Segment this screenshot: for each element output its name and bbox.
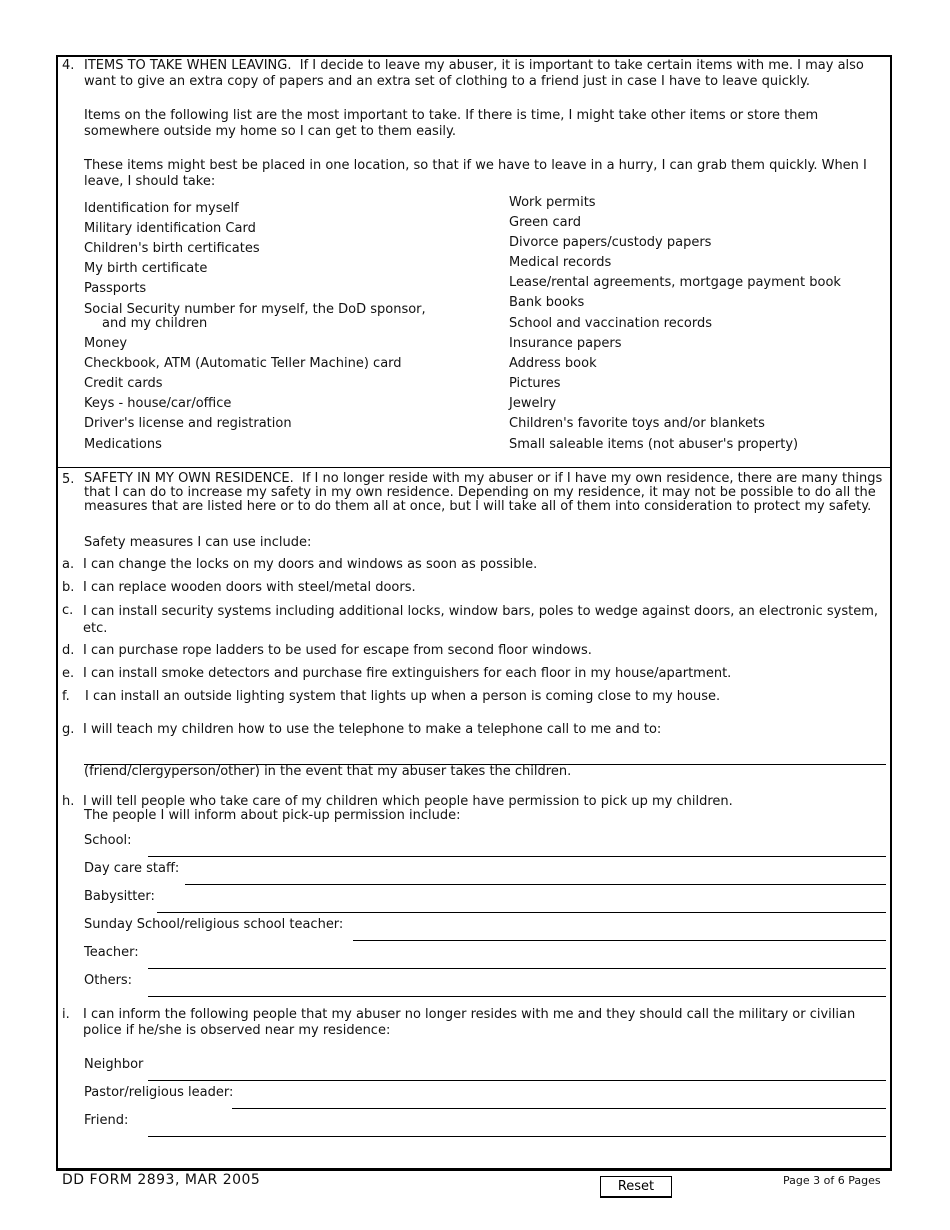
item-letter: e. (62, 666, 75, 681)
item-letter: f. (62, 689, 70, 704)
list-item: Pictures (509, 376, 561, 391)
section-4-paragraph-3: These items might best be placed in one location, so that if we have to leave in a hurry, I can grab them quickly. When I leave, I should take: (84, 158, 867, 189)
section-divider (58, 467, 890, 468)
babysitter-label: Babysitter: (84, 889, 155, 904)
list-item: Driver's license and registration (84, 416, 292, 431)
sunday-school-teacher-label: Sunday School/religious school teacher: (84, 917, 344, 932)
safety-measures-label: Safety measures I can use include: (84, 535, 312, 550)
babysitter-field[interactable] (157, 912, 886, 913)
item-letter: h. (62, 794, 75, 809)
others-label: Others: (84, 973, 133, 988)
list-item: Money (84, 336, 128, 351)
section-4-intro (84, 58, 892, 90)
list-item: Military identification Card (84, 221, 256, 236)
teacher-field[interactable] (148, 968, 886, 969)
item-letter: b. (62, 580, 75, 595)
list-item: Insurance papers (509, 336, 622, 351)
friend-label: Friend: (84, 1113, 129, 1128)
list-item: My birth certificate (84, 261, 208, 276)
safety-item-i: I can inform the following people that my abuser no longer resides with me and they should call the military or civilian police if he/she is observed near my residence: (83, 1007, 856, 1038)
item-letter: a. (62, 557, 75, 572)
page-number: Page 3 of 6 Pages (783, 1174, 881, 1187)
list-item: Medical records (509, 255, 612, 270)
safety-item-f: I can install an outside lighting system that lights up when a person is coming close to my house. (85, 689, 721, 704)
list-item: Credit cards (84, 376, 163, 391)
safety-item-h-sub: The people I will inform about pick-up permission include: (84, 808, 461, 823)
day-care-staff-label: Day care staff: (84, 861, 180, 876)
list-item: Lease/rental agreements, mortgage payment book (509, 275, 841, 290)
friend-field[interactable] (148, 1136, 886, 1137)
list-item: Small saleable items (not abuser's property) (509, 437, 799, 452)
safety-item-d: I can purchase rope ladders to be used for escape from second floor windows. (83, 643, 592, 658)
day-care-staff-field[interactable] (185, 884, 886, 885)
safety-item-g-after: (friend/clergyperson/other) in the event that my abuser takes the children. (84, 764, 572, 779)
list-item: Passports (84, 281, 147, 296)
safety-item-e: I can install smoke detectors and purchase fire extinguishers for each floor in my house/apartment. (83, 666, 732, 681)
section-4-intro-text: If I decide to leave my abuser, it is important to take certain items with me. I may also want to give an extra copy of papers and an extra set of clothing to a friend just in case I have to leave quickly. (84, 58, 864, 89)
list-item: Divorce papers/custody papers (509, 235, 712, 250)
item-letter: g. (62, 722, 75, 737)
list-item: Bank books (509, 295, 585, 310)
safety-item-b: I can replace wooden doors with steel/metal doors. (83, 580, 416, 595)
safety-item-c: I can install security systems including additional locks, window bars, poles to wedge against doors, an electronic system, etc. (83, 604, 879, 636)
safety-item-h: I will tell people who take care of my children which people have permission to pick up my children. (83, 794, 733, 809)
safety-item-a: I can change the locks on my doors and windows as soon as possible. (83, 557, 538, 572)
school-label: School: (84, 833, 132, 848)
neighbor-field[interactable] (148, 1080, 886, 1081)
list-item: Jewelry (509, 396, 557, 411)
item-letter: c. (62, 603, 74, 618)
list-item-continued: and my children (102, 316, 208, 331)
sunday-school-teacher-field[interactable] (353, 940, 886, 941)
section-4-number: 4. (62, 58, 75, 73)
list-item: Medications (84, 437, 162, 452)
list-item: Green card (509, 215, 581, 230)
section-4-heading: ITEMS TO TAKE WHEN LEAVING. (84, 58, 292, 73)
section-5-number: 5. (62, 472, 75, 487)
list-item: Address book (509, 356, 597, 371)
neighbor-label: Neighbor (84, 1057, 144, 1072)
pastor-label: Pastor/religious leader: (84, 1085, 234, 1100)
list-item: Identification for myself (84, 201, 239, 216)
list-item: Keys - house/car/office (84, 396, 232, 411)
section-5-intro-text: If I no longer reside with my abuser or if I have my own residence, there are many things that I can do to increase my safety in my own residence. Depending on my residence, it may not be possible to do all the measures that are listed here or to do them all at once, but I will take all of them into consideration to protect my safety. (84, 471, 883, 514)
section-4-paragraph-2: Items on the following list are the most important to take. If there is time, I might take other items or store them somewhere outside my home so I can get to them easily. (84, 108, 819, 139)
section-5-heading: SAFETY IN MY OWN RESIDENCE. (84, 471, 294, 486)
list-item: Children's favorite toys and/or blankets (509, 416, 765, 431)
teacher-label: Teacher: (84, 945, 139, 960)
list-item: Checkbook, ATM (Automatic Teller Machine) card (84, 356, 402, 371)
list-item: Social Security number for myself, the DoD sponsor, (84, 302, 426, 317)
reset-button[interactable]: Reset (600, 1176, 672, 1198)
item-letter: d. (62, 643, 75, 658)
form-id: DD FORM 2893, MAR 2005 (62, 1172, 261, 1188)
section-5-intro (84, 472, 884, 514)
others-field[interactable] (148, 996, 886, 997)
pastor-field[interactable] (232, 1108, 886, 1109)
list-item: School and vaccination records (509, 316, 712, 331)
list-item: Children's birth certificates (84, 241, 260, 256)
school-field[interactable] (148, 856, 886, 857)
safety-item-g: I will teach my children how to use the telephone to make a telephone call to me and to: (83, 722, 662, 737)
list-item: Work permits (509, 195, 596, 210)
item-letter: i. (62, 1007, 70, 1022)
